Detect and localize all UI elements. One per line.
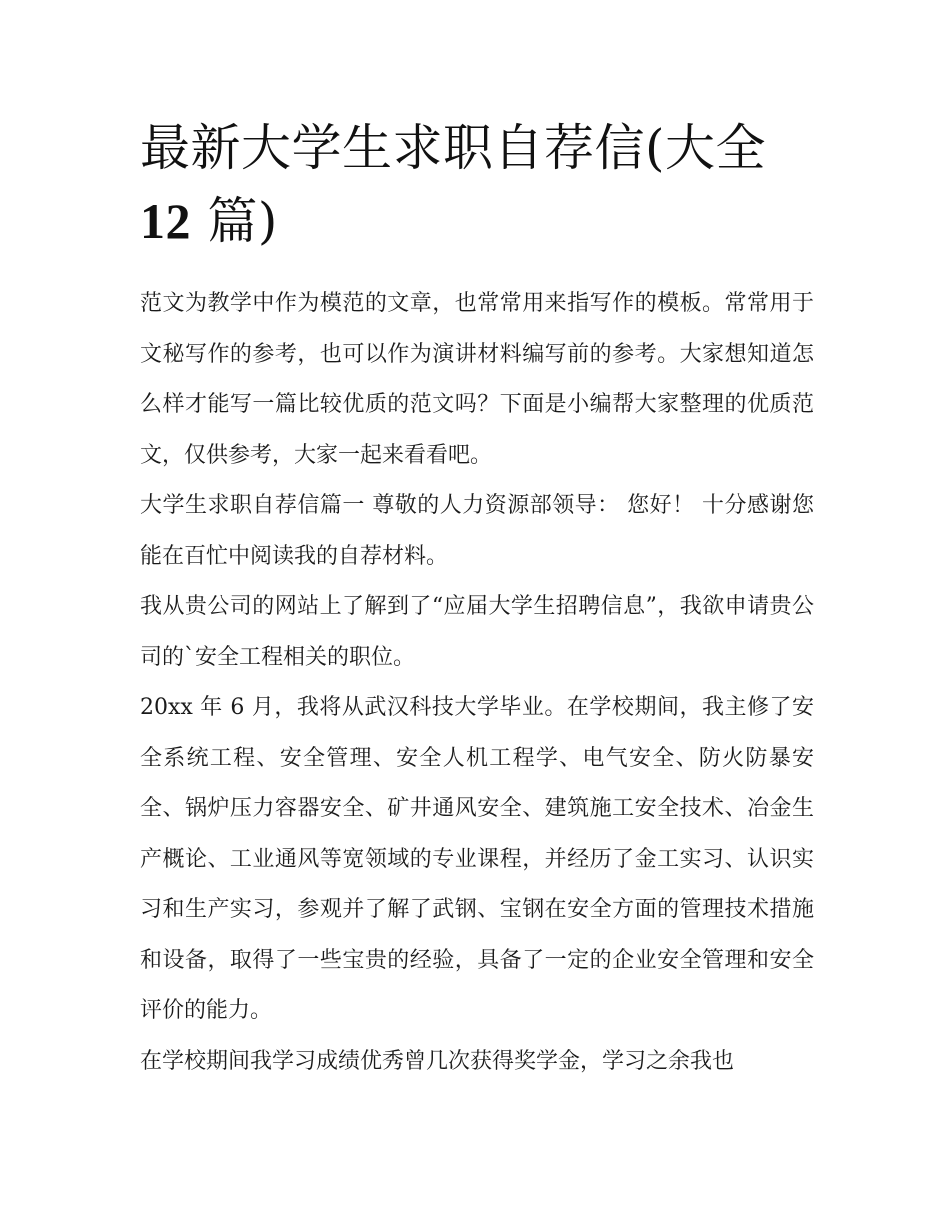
title-text-part2: 篇) xyxy=(207,192,278,250)
title-text-part1: 最新大学生求职自荐信(大全 xyxy=(140,119,767,177)
paragraph-achievements: 在学校期间我学习成绩优秀曾几次获得奖学金，学习之余我也 xyxy=(140,1048,735,1074)
paragraph-salutation: 大学生求职自荐信篇一 尊敬的人力资源部领导： 您好！ 十分感谢您能在百忙中阅读我的自荐材料。 xyxy=(140,493,814,569)
paragraph-position: 我从贵公司的网站上了解到了“应届大学生招聘信息”，我欲申请贵公司的`安全工程相关的职位。 xyxy=(140,594,814,670)
document-title xyxy=(140,112,820,258)
paragraph-intro: 范文为教学中作为模范的文章，也常常用来指写作的模板。常常用于文秘写作的参考，也可以作为演讲材料编写前的参考。大家想知道怎么样才能写一篇比较优质的范文吗？下面是小编帮大家整理的优质范文，仅供参考，大家一起来看看吧。 xyxy=(140,291,814,468)
title-number: 12 xyxy=(140,193,191,249)
paragraph-education: 20xx 年 6 月，我将从武汉科技大学毕业。在学校期间，我主修了安全系统工程、安全管理、安全人机工程学、电气安全、防火防暴安全、锅炉压力容器安全、矿井通风安全、建筑施工安全技术、冶金生产概论、工业通风等宽领域的专业课程，并经历了金工实习、认识实习和生产实习，参观并了解了武钢、宝钢在安全方面的管理技术措施和设备，取得了一些宝贵的经验，具备了一定的企业安全管理和安全评价的能力。 xyxy=(140,695,814,1023)
document-body xyxy=(140,279,814,1087)
